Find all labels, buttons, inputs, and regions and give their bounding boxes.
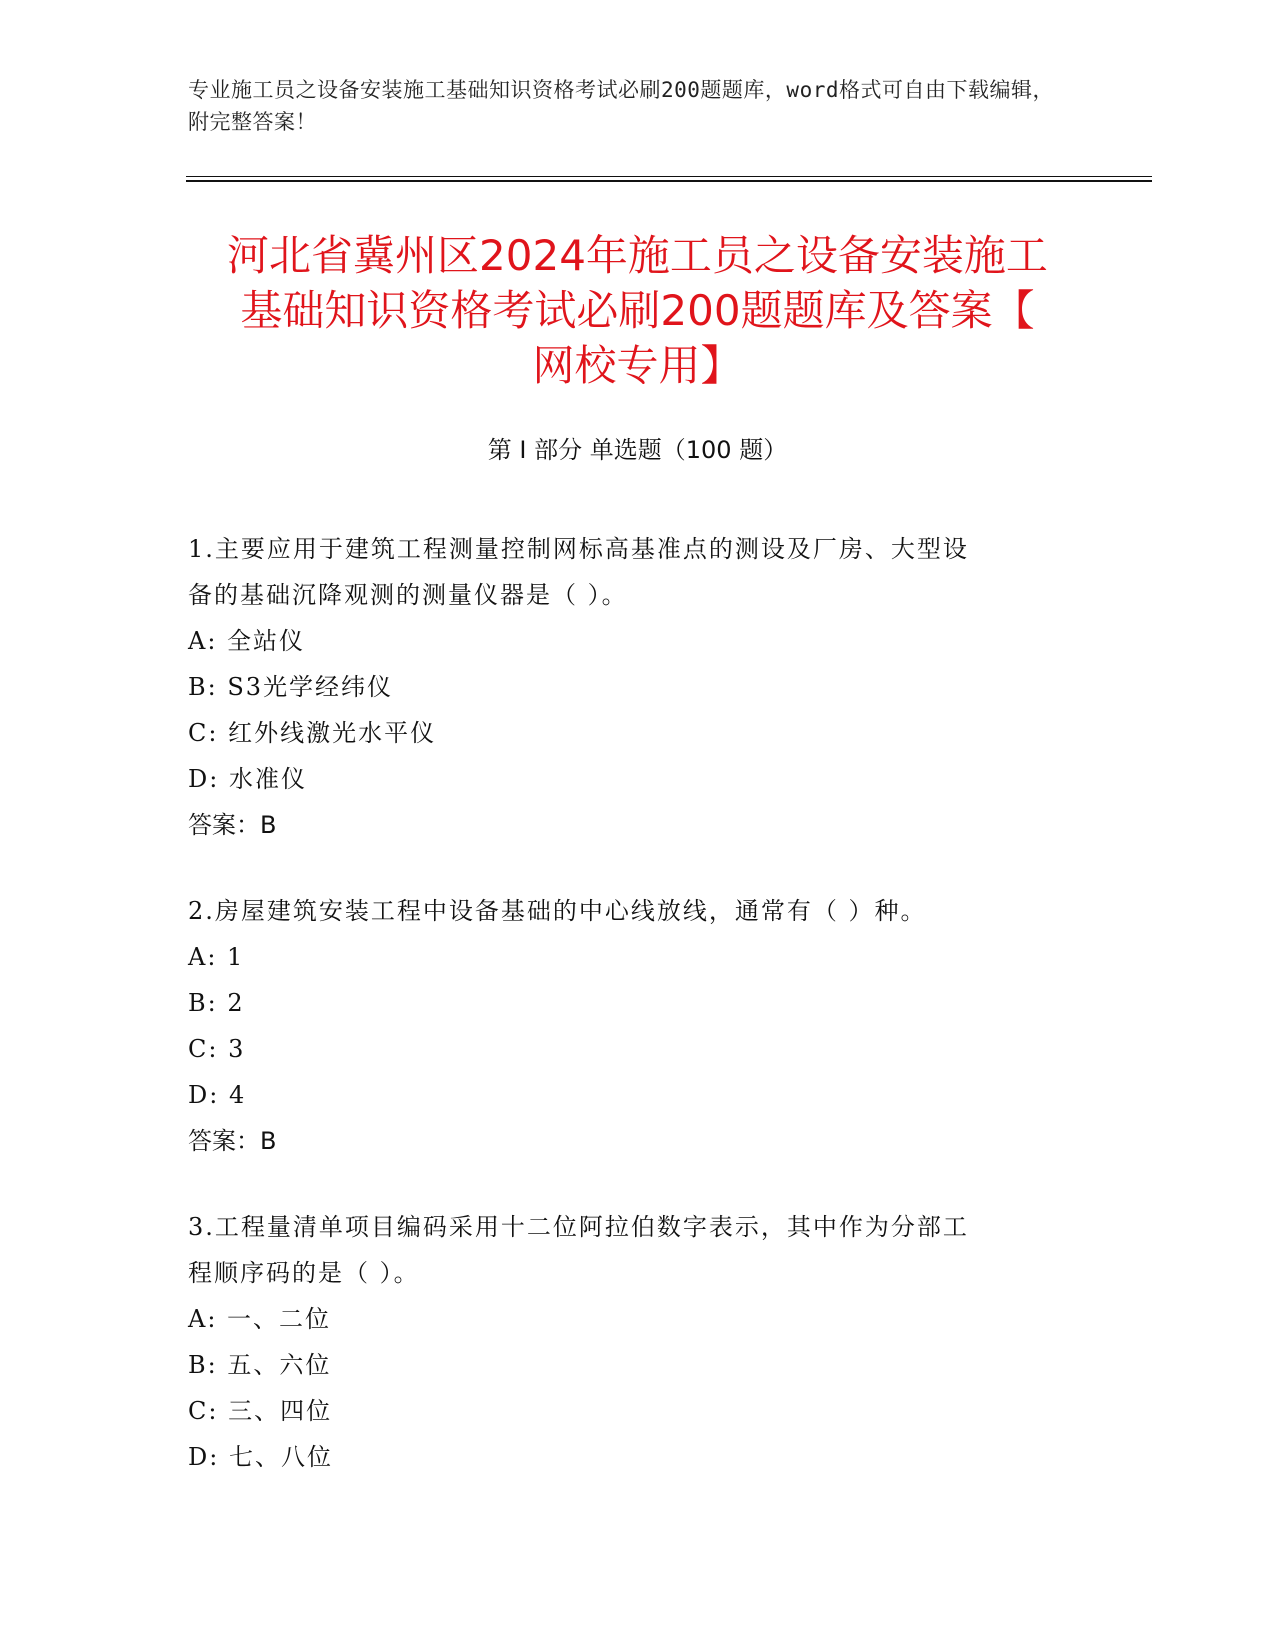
question-1 [188,526,1088,848]
document-title-line-2: 基础知识资格考试必刷200题题库及答案【 [240,286,1035,335]
question-3 [188,1204,1088,1480]
document-title-line-1: 河北省冀州区2024年施工员之设备安装施工 [227,231,1048,280]
section-title: 第 I 部分 单选题（100 题） [487,436,788,464]
header-divider-thick [186,180,1152,182]
answer: 答案：B [188,1127,277,1155]
question-stem-line: 程顺序码的是（ ）。 [188,1259,420,1287]
option-d: D: 4 [188,1081,247,1109]
option-a: A: 1 [188,943,245,971]
header-divider-thin [186,176,1152,177]
question-2 [188,888,1088,1164]
answer: 答案：B [188,811,277,839]
document-title-line-3: 网校专用】 [532,341,743,390]
document-title [170,228,1105,393]
question-stem-line: 备的基础沉降观测的测量仪器是（ ）。 [188,581,628,609]
question-stem-line: 3.工程量清单项目编码采用十二位阿拉伯数字表示，其中作为分部工 [188,1213,969,1241]
option-c: C: 3 [188,1035,246,1063]
option-b: B: S3光学经纬仪 [188,673,394,701]
header-note: 专业施工员之设备安装施工基础知识资格考试必刷200题题库，word格式可自由下载编辑，附完整答案！ [188,78,1054,134]
option-d: D: 水准仪 [188,765,307,793]
option-b: B: 2 [188,989,245,1017]
option-b: B: 五、六位 [188,1351,332,1379]
option-d: D: 七、八位 [188,1443,333,1471]
option-a: A: 一、二位 [188,1305,332,1333]
option-c: C: 红外线激光水平仪 [188,719,437,747]
option-a: A: 全站仪 [188,627,306,655]
question-stem-line: 1.主要应用于建筑工程测量控制网标高基准点的测设及厂房、大型设 [188,535,969,563]
question-stem-line: 2.房屋建筑安装工程中设备基础的中心线放线，通常有（ ）种。 [188,897,927,925]
option-c: C: 三、四位 [188,1397,333,1425]
